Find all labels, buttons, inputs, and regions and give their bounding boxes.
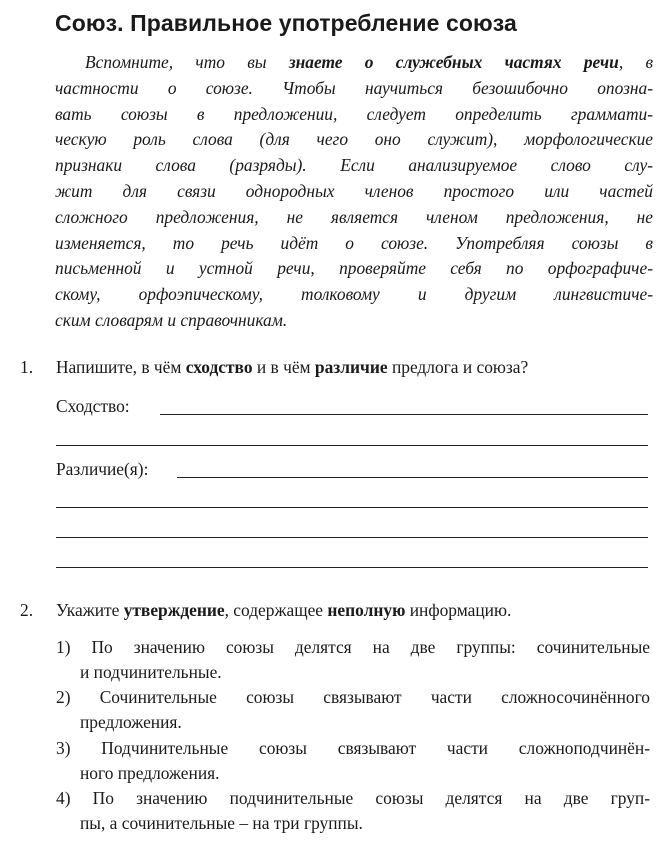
question-2: 2. Укажите утверждение, содержащее неполную информацию.: [20, 600, 512, 620]
intro-line: признаки слова (разряды). Если анализируемое слово слу-: [55, 155, 653, 176]
difference-answer-line[interactable]: [56, 567, 648, 568]
intro-line: ческую роль слова (для чего оно служит), морфологические: [55, 129, 653, 150]
similarity-label: Сходство:: [56, 396, 130, 416]
intro-line: изменяется, то речь идёт о союзе. Употребляя союзы в: [55, 232, 653, 253]
question-number: 1.: [20, 357, 34, 377]
answer-option-4[interactable]: 4) По значению подчинительные союзы делятся на две груп- пы, а сочинительные – на три группы.: [56, 788, 650, 833]
similarity-answer-line[interactable]: [56, 445, 648, 446]
intro-emphasis: знаете о служебных частях речи: [288, 52, 619, 72]
answer-option-3[interactable]: 3) Подчинительные союзы связывают части сложноподчинён- ного предложения.: [56, 738, 650, 783]
question-number: 2.: [20, 600, 34, 620]
intro-line: скому, орфоэпическому, толковому и другим лингвистиче-: [55, 284, 653, 305]
intro-paragraph: [55, 50, 653, 334]
page-title: Союз. Правильное употребление союза: [55, 10, 517, 36]
intro-line: частности о союзе. Чтобы научиться безошибочно опозна-: [55, 77, 653, 98]
intro-line: сложного предложения, не является членом предложения, не: [55, 206, 653, 227]
difference-answer-line[interactable]: [56, 537, 648, 538]
intro-line: Вспомните, что вы знаете о служебных частях речи, в: [85, 52, 653, 72]
difference-answer-line[interactable]: [56, 507, 648, 508]
intro-line: вать союзы в предложении, следует определить граммати-: [55, 103, 653, 124]
intro-line: жит для связи однородных членов простого или частей: [55, 180, 653, 201]
similarity-answer-line[interactable]: [160, 414, 648, 415]
question-1: 1. Напишите, в чём сходство и в чём различие предлога и союза?: [20, 357, 529, 377]
answer-option-2[interactable]: 2) Сочинительные союзы связывают части сложносочинённого предложения.: [56, 687, 650, 732]
intro-line: письменной и устной речи, проверяйте себя по орфографиче-: [55, 258, 653, 279]
difference-label: Различие(я):: [56, 459, 149, 479]
difference-answer-line[interactable]: [177, 477, 648, 478]
intro-line: ским словарям и справочникам.: [55, 309, 288, 330]
answer-option-1[interactable]: 1) По значению союзы делятся на две группы: сочинительные и подчинительные.: [56, 637, 650, 682]
